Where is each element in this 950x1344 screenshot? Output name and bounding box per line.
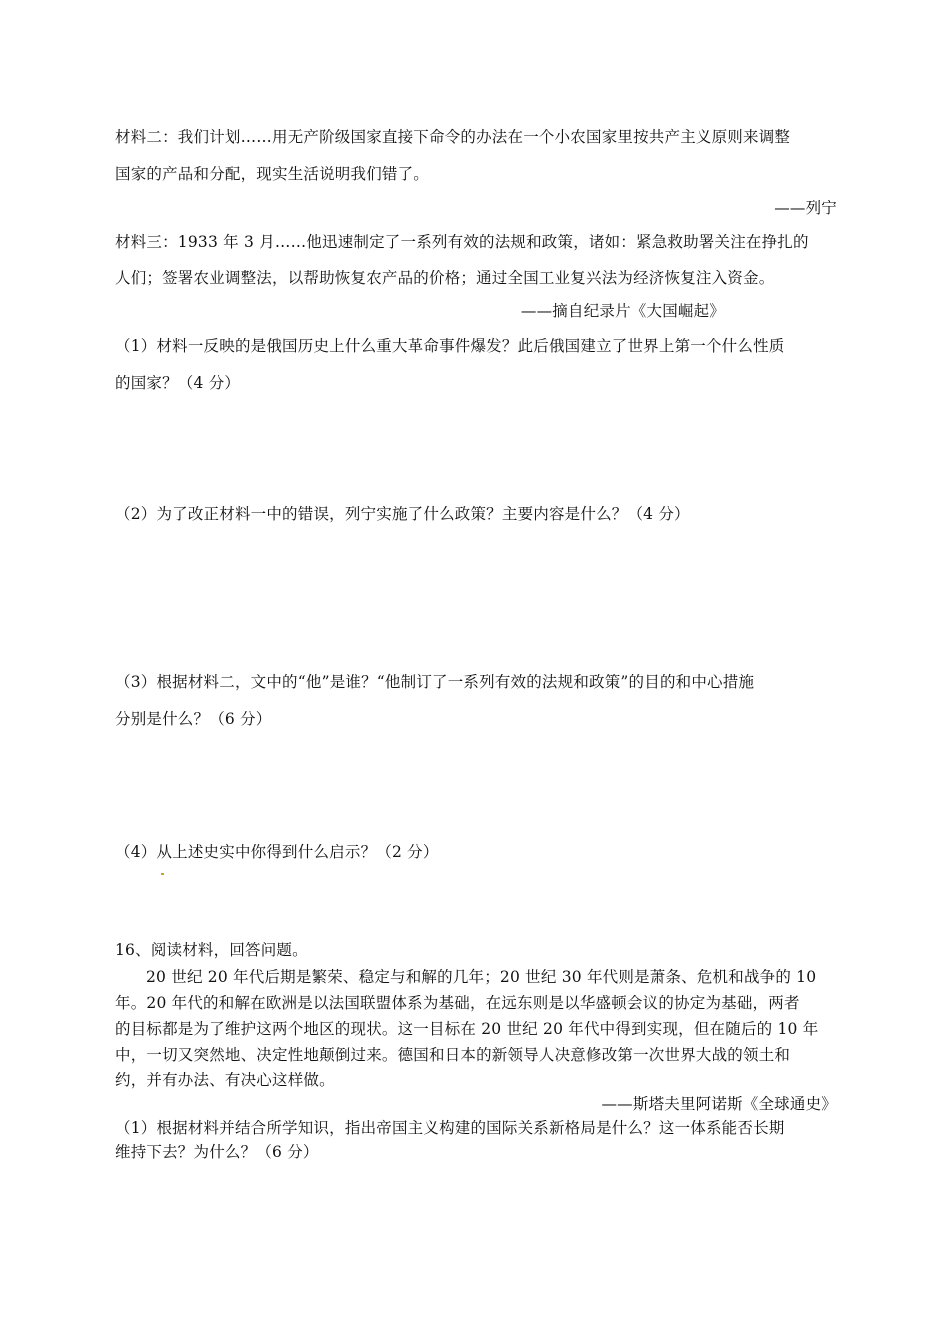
question-16-paragraph-line-1: 20 世纪 20 年代后期是繁荣、稳定与和解的几年；20 世纪 30 年代则是萧条、危机和战争的 10 <box>146 968 817 986</box>
question-2: （2）为了改正材料一中的错误，列宁实施了什么政策？主要内容是什么？（4 分） <box>115 505 690 523</box>
question-16-paragraph-line-5: 约，并有办法、有决心这样做。 <box>115 1071 335 1089</box>
question-16-1-line-2: 维持下去？为什么？（6 分） <box>115 1143 319 1161</box>
question-16-paragraph-line-4: 中，一切又突然地、决定性地颠倒过来。德国和日本的新领导人决意修改第一次世界大战的领土和 <box>115 1046 791 1064</box>
question-16-paragraph-line-2: 年。20 年代的和解在欧洲是以法国联盟体系为基础，在远东则是以华盛顿会议的协定为基础，两者 <box>115 994 800 1012</box>
question-1-line-2: 的国家？（4 分） <box>115 374 241 392</box>
stray-mark <box>161 873 164 875</box>
material-three-line-1: 材料三：1933 年 3 月……他迅速制定了一系列有效的法规和政策，诸如：紧急救助署关注在挣扎的 <box>115 233 809 251</box>
material-two-line-1: 材料二：我们计划……用无产阶级国家直接下命令的办法在一个小农国家里按共产主义原则来调整 <box>115 128 791 146</box>
question-3-line-2: 分别是什么？（6 分） <box>115 710 272 728</box>
material-two-line-2: 国家的产品和分配，现实生活说明我们错了。 <box>115 165 430 183</box>
material-two-source: ——列宁 <box>774 199 837 217</box>
material-three-line-2: 人们；签署农业调整法，以帮助恢复农产品的价格；通过全国工业复兴法为经济恢复注入资金。 <box>115 269 775 287</box>
question-16-paragraph-line-3: 的目标都是为了维护这两个地区的现状。这一目标在 20 世纪 20 年代中得到实现，但在随后的 10 年 <box>115 1020 819 1038</box>
question-1-line-1: （1）材料一反映的是俄国历史上什么重大革命事件爆发？此后俄国建立了世界上第一个什么性质 <box>115 337 785 355</box>
question-16-heading: 16、阅读材料，回答问题。 <box>115 941 308 959</box>
question-16-source: ——斯塔夫里阿诺斯《全球通史》 <box>601 1095 837 1113</box>
question-3-line-1: （3）根据材料二，文中的“他”是谁？“他制订了一系列有效的法规和政策”的目的和中心措施 <box>115 673 755 691</box>
question-4: （4）从上述史实中你得到什么启示？（2 分） <box>115 843 439 861</box>
material-three-source: ——摘自纪录片《大国崛起》 <box>520 302 725 320</box>
question-16-1-line-1: （1）根据材料并结合所学知识，指出帝国主义构建的国际关系新格局是什么？这一体系能否长期 <box>115 1119 785 1137</box>
